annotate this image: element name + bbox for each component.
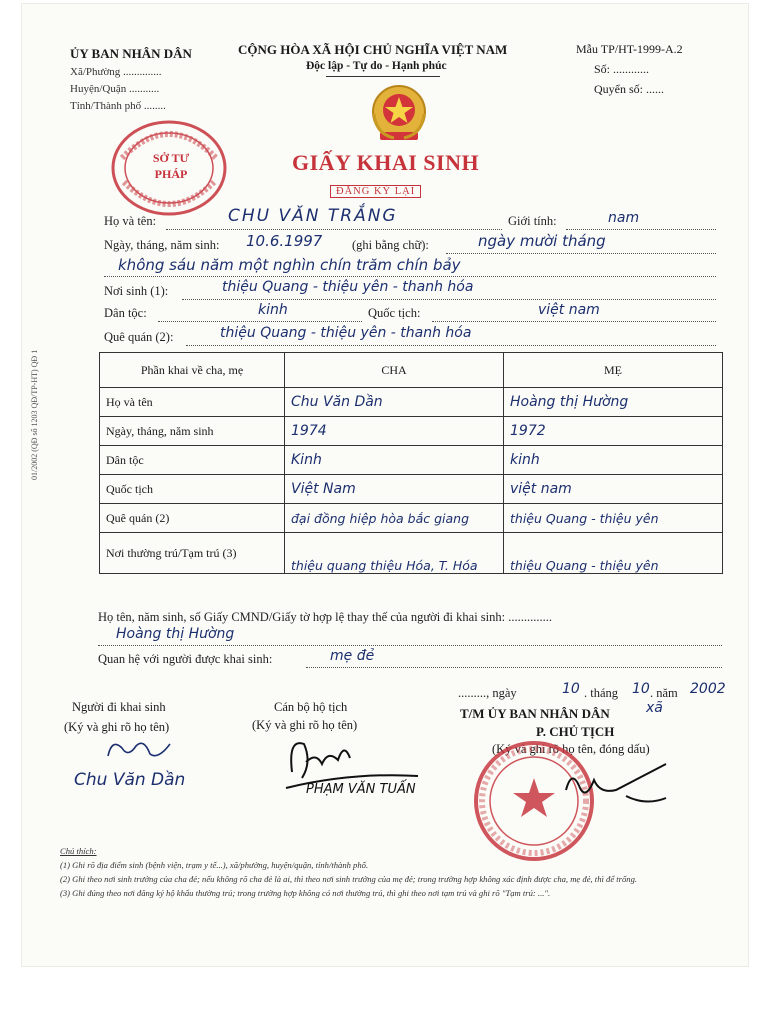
table-row — [100, 533, 723, 574]
dob-value: 10.6.1997 — [246, 232, 323, 250]
declarant-sign-note: (Ký và ghi rõ họ tên) — [64, 720, 170, 734]
gender-value: nam — [608, 210, 640, 226]
father-hometown: đại đồng hiệp hòa bắc giang — [285, 504, 504, 533]
row-label: Họ và tên — [100, 388, 285, 417]
gender-label: Giới tính: — [508, 214, 557, 228]
book-number-label: Quyển số: ...... — [594, 82, 664, 96]
hometown-value: thiệu Quang - thiệu yên - thanh hóa — [220, 325, 472, 341]
number-label: Số: ............ — [594, 62, 650, 76]
table-header-row — [100, 353, 723, 388]
officer-signed-name: PHẠM VĂN TUẤN — [306, 782, 416, 797]
date-year-label: . năm — [650, 686, 678, 700]
father-ethnicity: Kinh — [285, 446, 504, 475]
dob-words-dots-2 — [104, 276, 716, 277]
date-month: 10 — [632, 681, 650, 697]
mother-ethnicity: kinh — [504, 446, 723, 475]
stamp-text: SỞ TƯ PHÁP — [152, 151, 190, 181]
mother-column-title: MẸ — [604, 362, 622, 377]
dob-label: Ngày, tháng, năm sinh: — [104, 238, 220, 252]
dob-words-line1: ngày mười tháng — [478, 232, 606, 250]
date-month-label: . tháng — [584, 686, 619, 700]
mother-name: Hoàng thị Hường — [504, 388, 723, 417]
child-name: CHU VĂN TRẮNG — [228, 206, 398, 226]
father-birth-year: 1974 — [285, 417, 504, 446]
nationality-label: Quốc tịch: — [368, 306, 421, 320]
officer-sign-title: Cán bộ hộ tịch — [274, 700, 348, 714]
committee-suffix: xã — [646, 700, 663, 716]
national-emblem-icon — [364, 82, 434, 151]
birthplace-dots — [182, 299, 716, 300]
mother-birth-year: 1972 — [504, 417, 723, 446]
committee-sign-title: T/M ỦY BAN NHÂN DÂN — [460, 706, 610, 721]
mother-hometown: thiệu Quang - thiệu yên — [504, 504, 723, 533]
table-header-father — [285, 353, 504, 388]
declarant-label: Họ tên, năm sinh, số Giấy CMND/Giấy tờ hợp lệ thay thế của người đi khai sinh: .............. — [98, 610, 552, 624]
relation-value: mẹ đẻ — [330, 648, 375, 664]
table-header-mother — [504, 353, 723, 388]
mother-residence: thiệu Quang - thiệu yên — [504, 533, 723, 574]
district-line: Huyện/Quận ........... — [70, 83, 160, 95]
row-label: Nơi thường trú/Tạm trú (3) — [100, 533, 285, 574]
officer-sign-note: (Ký và ghi rõ họ tên) — [252, 718, 358, 732]
dob-words-line2: không sáu năm một nghìn chín trăm chín bảy — [118, 256, 461, 274]
province-line: Tỉnh/Thành phố ........ — [70, 100, 166, 112]
father-residence: thiệu quang thiệu Hóa, T. Hóa — [285, 533, 504, 574]
table-row — [100, 417, 723, 446]
row-label: Ngày, tháng, năm sinh — [100, 417, 285, 446]
ward-line: Xã/Phường .............. — [70, 66, 162, 78]
footnote-2: (2) Ghi theo nơi sinh trưởng của cha đẻ; nếu không rõ cha đẻ là ai, thì theo nơi sinh trưởng của mẹ đẻ; trong trường hợp không xác định được cha, mẹ đẻ, thì để trống. — [60, 874, 638, 884]
birthplace-value: thiệu Quang - thiệu yên - thanh hóa — [222, 279, 474, 295]
relation-dots — [306, 667, 722, 668]
committee-header: ỦY BAN NHÂN DÂN — [70, 46, 192, 61]
dob-words-label: (ghi bằng chữ): — [352, 238, 429, 252]
footnote-1: (1) Ghi rõ địa điểm sinh (bệnh viện, trạm y tế...), xã/phường, huyện/quận, tỉnh/thành phố. — [60, 860, 369, 870]
father-column-title: CHA — [381, 362, 407, 377]
chair-title: P. CHỦ TỊCH — [536, 724, 615, 739]
hometown-dots — [186, 345, 716, 346]
national-title: CỘNG HÒA XÃ HỘI CHỦ NGHĨA VIỆT NAM — [238, 42, 508, 57]
row-label: Quốc tịch — [100, 475, 285, 504]
declarant-signed-name: Chu Văn Dần — [74, 770, 186, 790]
re-registration-mark: ĐĂNG KÝ LẠI — [330, 185, 421, 198]
footnotes-heading: Chú thích: — [60, 846, 97, 856]
declarant-dots — [98, 645, 722, 646]
nationality-dots — [432, 321, 716, 322]
table-header-label — [100, 353, 285, 388]
declarant-signature-icon — [98, 736, 178, 771]
hometown-label: Quê quán (2): — [104, 330, 174, 344]
name-label: Họ và tên: — [104, 214, 157, 228]
mother-nationality: việt nam — [504, 475, 723, 504]
table-row — [100, 475, 723, 504]
date-year: 2002 — [690, 681, 726, 697]
row-label: Dân tộc — [100, 446, 285, 475]
table-row — [100, 388, 723, 417]
chair-sign-note: (Ký và ghi rõ họ tên, đóng dấu) — [492, 742, 650, 756]
dob-words-dots — [446, 253, 716, 254]
parents-table — [99, 352, 723, 574]
declarant-sign-title: Người đi khai sinh — [72, 700, 166, 714]
form-side-code: 01/2002 (QĐ số 1203 QĐ/TP-HT) QĐ 1 — [30, 349, 39, 480]
date-prefix: ........., ngày — [458, 686, 517, 700]
chair-signature-icon — [556, 760, 676, 815]
certificate-title: GIẤY KHAI SINH — [292, 150, 480, 175]
motto-underline — [326, 76, 440, 77]
form-code: Mẫu TP/HT-1999-A.2 — [576, 42, 683, 56]
ethnicity-dots — [158, 321, 362, 322]
relation-label: Quan hệ với người được khai sinh: — [98, 652, 273, 666]
table-row — [100, 504, 723, 533]
birthplace-label: Nơi sinh (1): — [104, 284, 169, 298]
declarant-value: Hoàng thị Hường — [116, 626, 235, 642]
father-nationality: Việt Nam — [285, 475, 504, 504]
nationality-value: việt nam — [538, 302, 600, 318]
father-name: Chu Văn Dần — [285, 388, 504, 417]
table-row — [100, 446, 723, 475]
footnote-3: (3) Ghi đúng theo nơi đăng ký hộ khẩu thường trú; trong trường hợp không có nơi thường trú, thì ghi theo nơi tạm trú và ghi rõ "Tạm trú: ...". — [60, 888, 551, 898]
date-day: 10 — [562, 681, 580, 697]
row-label: Quê quán (2) — [100, 504, 285, 533]
name-dots — [166, 229, 502, 230]
header-label-text: Phần khai về cha, mẹ — [140, 362, 244, 377]
gender-dots — [566, 229, 716, 230]
national-motto: Độc lập - Tự do - Hạnh phúc — [306, 60, 447, 72]
ethnicity-value: kinh — [258, 302, 288, 318]
ethnicity-label: Dân tộc: — [104, 306, 147, 320]
